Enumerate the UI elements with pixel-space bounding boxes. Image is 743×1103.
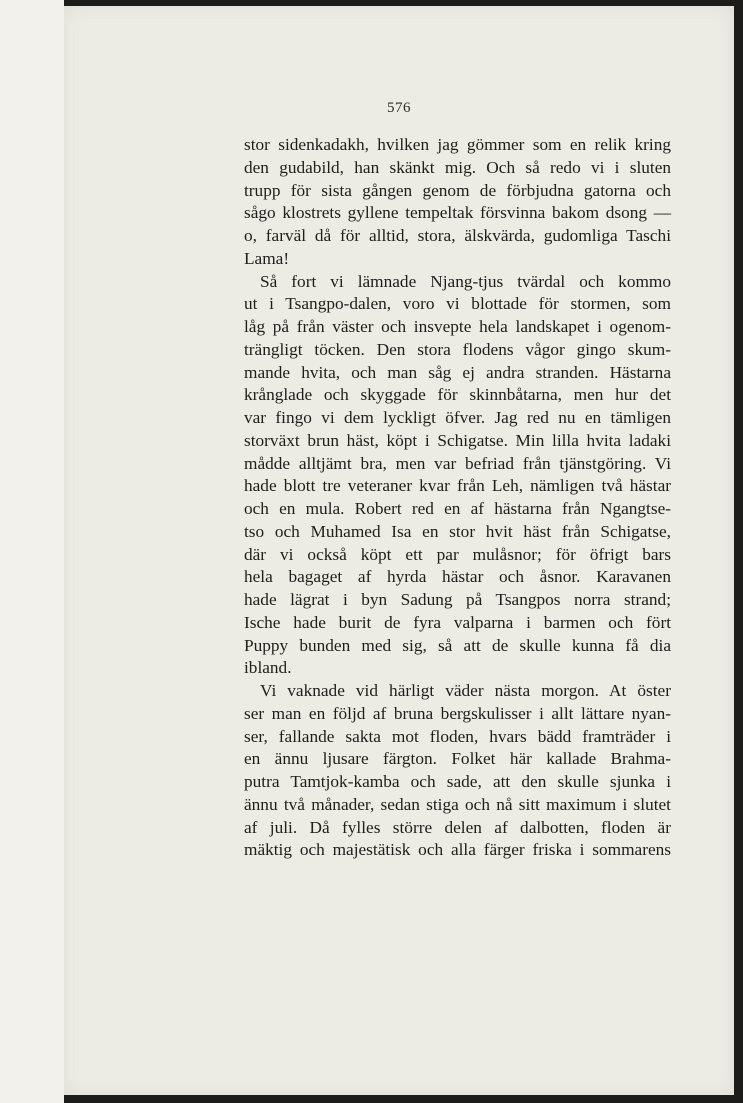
text-line: ser, fallande sakta mot floden, hvars bädd framträder i <box>244 726 671 746</box>
text-line: Vi vaknade vid härligt väder nästa morgon. At öster <box>260 681 671 700</box>
text-line: en ännu ljusare färgton. Folket här kallade Brahma- <box>244 749 671 769</box>
text-line: den gudabild, han skänkt mig. Och så redo vi i sluten <box>244 157 671 177</box>
body-text <box>244 134 671 862</box>
page-number: 576 <box>387 100 411 116</box>
text-line: ibland. <box>244 658 292 678</box>
text-line: o, farväl då för alltid, stora, älskvärda, gudomliga Taschi <box>244 226 671 245</box>
text-line: där vi också köpt ett par mulåsnor; för öfrigt bars <box>244 544 671 564</box>
text-line: hade blott tre veteraner kvar från Leh, nämligen två hästar <box>244 476 671 496</box>
text-line: ännu två månader, sedan stiga och nå sitt maximum i slutet <box>244 794 671 814</box>
text-line: hela bagaget af hyrda hästar och åsnor. Karavanen <box>244 567 671 587</box>
text-line: krånglade och skyggade för skinnbåtarna, men hur det <box>244 385 671 405</box>
text-line: af juli. Då fylles större delen af dalbotten, floden är <box>244 817 671 837</box>
text-line: stor sidenkadakh, hvilken jag gömmer som en relik kring <box>244 135 671 154</box>
text-line: trupp för sista gången genom de förbjudna gatorna och <box>244 180 671 200</box>
book-page <box>64 6 734 1095</box>
text-line: var fingo vi dem lyckligt öfver. Jag red nu en tämligen <box>244 408 671 427</box>
text-line: mande hvita, och man såg ej andra stranden. Hästarna <box>244 362 671 382</box>
text-line: mäktig och majestätisk och alla färger friska i sommarens <box>244 840 671 860</box>
text-line: hade lägrat i byn Sadung på Tsangpos norra strand; <box>244 590 671 609</box>
text-line: Lama! <box>244 248 290 268</box>
scan-margin <box>0 0 64 1103</box>
text-line: tso och Muhamed Isa en stor hvit häst från Schigatse, <box>244 521 671 541</box>
text-line: trängligt töcken. Den stora flodens vågor gingo skum- <box>244 339 671 359</box>
text-line: ser man en följd af bruna bergskulisser i allt lättare nyan- <box>244 703 671 723</box>
text-line: Ische hade burit de fyra valparna i barmen och fört <box>244 612 671 632</box>
text-line: Så fort vi lämnade Njang-tjus tvärdal och kommo <box>260 271 671 291</box>
text-line: putra Tamtjok-kamba och sade, att den skulle sjunka i <box>244 772 671 791</box>
text-line: Puppy bunden med sig, så att de skulle kunna få dia <box>244 635 671 655</box>
text-line: sågo klostrets gyllene tempeltak försvinna bakom dsong — <box>244 203 671 223</box>
text-line: storväxt brun häst, köpt i Schigatse. Min lilla hvita ladaki <box>244 430 671 450</box>
text-line: ut i Tsangpo-dalen, voro vi blottade för stormen, som <box>244 294 671 314</box>
text-line: mådde alltjämt bra, men var befriad från tjänstgöring. Vi <box>244 453 671 473</box>
text-line: och en mula. Robert red en af hästarna från Ngangtse- <box>244 499 671 518</box>
text-line: låg på från väster och insvepte hela landskapet i ogenom- <box>244 317 671 336</box>
